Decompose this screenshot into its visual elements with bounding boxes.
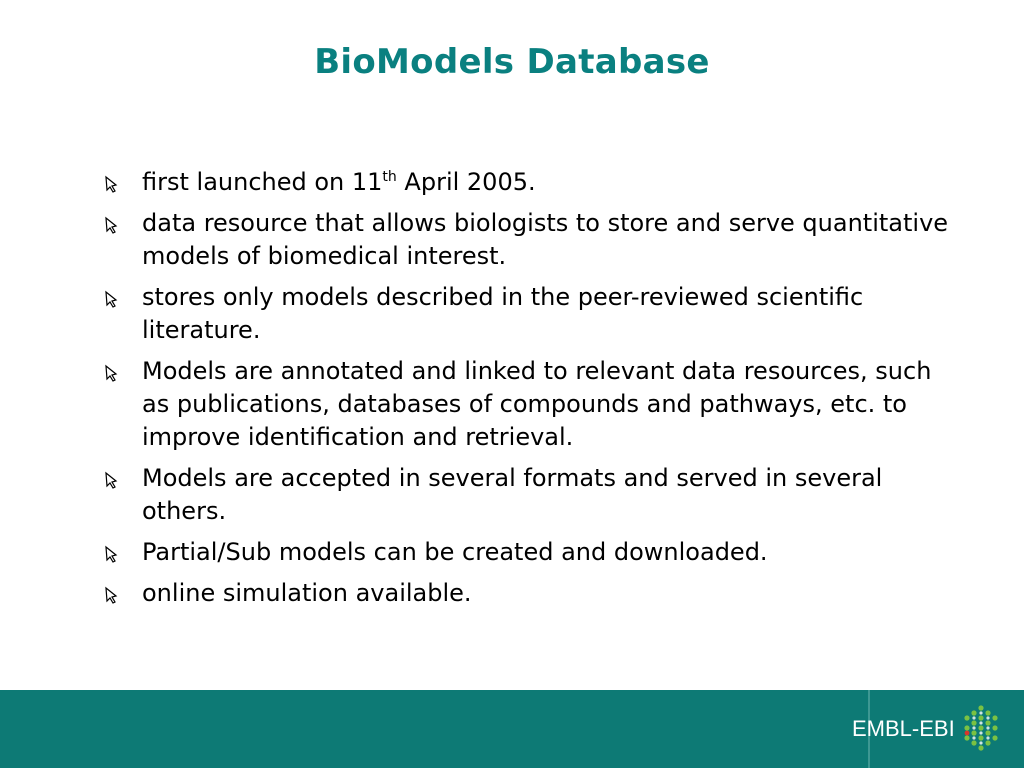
bullet-item: [104, 355, 964, 454]
hollow-arrow-icon: [104, 290, 124, 308]
bullet-text-sup: th: [382, 169, 397, 185]
bullet-text: Models are annotated and linked to relevant data resources, such as publications, databases of compounds and pathways, etc. to improve identification and retrieval.: [142, 357, 932, 451]
bullet-item: [104, 207, 964, 273]
bullet-text: Partial/Sub models can be created and downloaded.: [142, 538, 768, 566]
bullet-text-pre: first launched on 11: [142, 168, 383, 196]
bullet-item: [104, 577, 964, 610]
hollow-arrow-icon: [104, 216, 124, 234]
hollow-arrow-icon: [104, 471, 124, 489]
bullet-item: [104, 462, 964, 528]
bullet-text: stores only models described in the peer-reviewed scientific literature.: [142, 283, 864, 344]
bullet-text: data resource that allows biologists to store and serve quantitative models of biomedical interest.: [142, 209, 949, 270]
bullet-text: online simulation available.: [142, 579, 472, 607]
embl-ebi-logo-icon: [958, 704, 1004, 756]
bullet-list: [104, 166, 964, 618]
hollow-arrow-icon: [104, 545, 124, 563]
footer-brand-text: EMBL-EBI: [852, 716, 955, 741]
hollow-arrow-icon: [104, 586, 124, 604]
bullet-item: [104, 536, 964, 569]
bullet-item: [104, 166, 964, 199]
bullet-text: Models are accepted in several formats and served in several others.: [142, 464, 883, 525]
bullet-text-post: April 2005.: [396, 168, 536, 196]
bullet-item: [104, 281, 964, 347]
footer-bar: [0, 690, 1024, 768]
hollow-arrow-icon: [104, 175, 124, 193]
slide-title: BioModels Database: [314, 42, 710, 82]
hollow-arrow-icon: [104, 364, 124, 382]
